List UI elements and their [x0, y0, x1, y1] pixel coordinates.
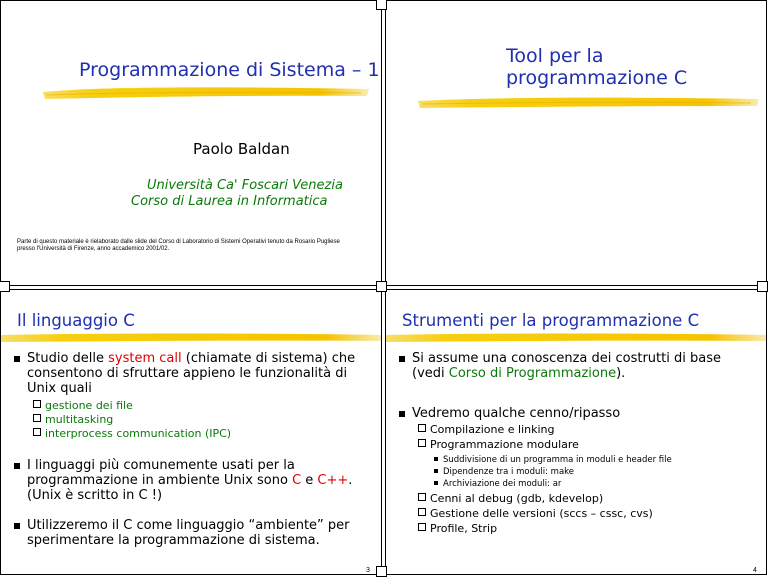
sub-item-label: gestione dei file	[45, 399, 133, 412]
sub-sub-item	[434, 466, 574, 478]
sub-item-label: multitasking	[45, 413, 114, 426]
slide-4-title: Strumenti per la programmazione C	[402, 311, 700, 330]
text: ).	[616, 366, 626, 381]
bullet-icon	[434, 481, 438, 485]
sub-item-label: Gestione delle versioni (sccs – cssc, cvs)	[430, 507, 653, 520]
corner-marker	[376, 566, 387, 577]
sub-item	[33, 413, 113, 427]
slide-1-title: Programmazione di Sistema – 1	[79, 59, 380, 81]
sub-item	[33, 427, 231, 441]
checkbox-square-icon	[418, 424, 426, 432]
brush-underline	[1, 331, 382, 345]
text: sperimentare la programmazione di sistema.	[27, 533, 320, 548]
corner-marker	[757, 281, 768, 292]
bullet-icon	[14, 356, 20, 362]
checkbox-square-icon	[33, 428, 41, 436]
bullet-icon	[434, 457, 438, 461]
sub-item	[418, 507, 653, 521]
checkbox-square-icon	[418, 439, 426, 447]
text: Studio delle	[27, 351, 109, 366]
slide-2	[385, 0, 767, 286]
checkbox-square-icon	[33, 414, 41, 422]
sub-item-label: Programmazione modulare	[430, 438, 579, 451]
cpp-highlight: C++	[317, 473, 349, 488]
text: I linguaggi più comunemente usati per la	[27, 458, 295, 473]
brush-underline	[386, 331, 767, 345]
slide-1	[0, 0, 382, 286]
text: programmazione in ambiente Unix sono	[27, 473, 293, 488]
brush-underline	[416, 93, 761, 113]
bullet-2	[27, 458, 352, 503]
text: .	[348, 473, 353, 488]
sub-item	[33, 399, 133, 413]
text: Si assume una conoscenza dei costrutti di base	[412, 351, 721, 366]
checkbox-square-icon	[33, 400, 41, 408]
text: (vedi	[412, 366, 449, 381]
sub-sub-item-label: Archiviazione dei moduli: ar	[443, 479, 562, 489]
c-highlight: C	[292, 473, 302, 488]
text: Utilizzeremo il C come linguaggio “ambiente” per	[27, 518, 350, 533]
sub-item-label: interprocess communication (IPC)	[45, 427, 232, 440]
sub-item-label: Compilazione e linking	[430, 423, 555, 436]
sub-sub-item	[434, 478, 561, 490]
slide-4	[385, 289, 767, 575]
slide-2-title-line-1: Tool per la	[506, 45, 604, 67]
sub-item	[418, 522, 497, 536]
checkbox-square-icon	[418, 508, 426, 516]
slide-3	[0, 289, 382, 575]
bullet-1	[27, 351, 355, 396]
text: e	[301, 473, 318, 488]
slide-3-title: Il linguaggio C	[17, 311, 135, 330]
text: Unix quali	[27, 381, 92, 396]
bullet-3	[27, 518, 350, 548]
bullet-1	[412, 351, 721, 381]
author-name: Paolo Baldan	[193, 140, 290, 158]
sub-sub-item-label: Suddivisione di un programma in moduli e header file	[443, 455, 672, 465]
sub-item	[418, 423, 555, 437]
credit-note-line-2: presso l'Università di Firenze, anno accademico 2001/02.	[17, 246, 170, 252]
checkbox-square-icon	[418, 493, 426, 501]
text: (chiamate di sistema) che	[181, 351, 356, 366]
corner-marker	[376, 281, 387, 292]
sub-sub-item	[434, 454, 672, 466]
course-link[interactable]: Corso di Programmazione	[448, 366, 617, 381]
checkbox-square-icon	[418, 523, 426, 531]
institution-line-2: Corso di Laurea in Informatica	[131, 194, 328, 209]
text: (Unix è scritto in C !)	[27, 488, 163, 503]
corner-marker	[376, 0, 387, 10]
system-call-highlight: system call	[108, 351, 182, 366]
sub-sub-item-label: Dipendenze tra i moduli: make	[443, 467, 575, 477]
bullet-icon	[14, 463, 20, 469]
corner-marker	[0, 281, 10, 292]
slide-2-title-line-2: programmazione C	[506, 67, 688, 89]
bullet-2: Vedremo qualche cenno/ripasso	[412, 406, 621, 421]
bullet-icon	[399, 411, 405, 417]
credit-note-line-1: Parte di questo materiale è rielaborato dalle slide del Corso di Laboratorio di Sistemi Operativi tenuto da Rosario Pugliese	[17, 239, 340, 245]
page-number: 3	[366, 567, 370, 574]
sub-item-label: Cenni al debug (gdb, kdevelop)	[430, 492, 604, 505]
bullet-icon	[399, 356, 405, 362]
bullet-icon	[14, 523, 20, 529]
institution-line-1: Università Ca' Foscari Venezia	[147, 178, 343, 193]
bullet-icon	[434, 469, 438, 473]
text: consentono di sfruttare appieno le funzionalità di	[27, 366, 348, 381]
sub-item-label: Profile, Strip	[430, 522, 498, 535]
brush-underline	[41, 83, 371, 103]
sub-item	[418, 492, 603, 506]
sub-item	[418, 438, 579, 452]
page-number: 4	[753, 567, 757, 574]
